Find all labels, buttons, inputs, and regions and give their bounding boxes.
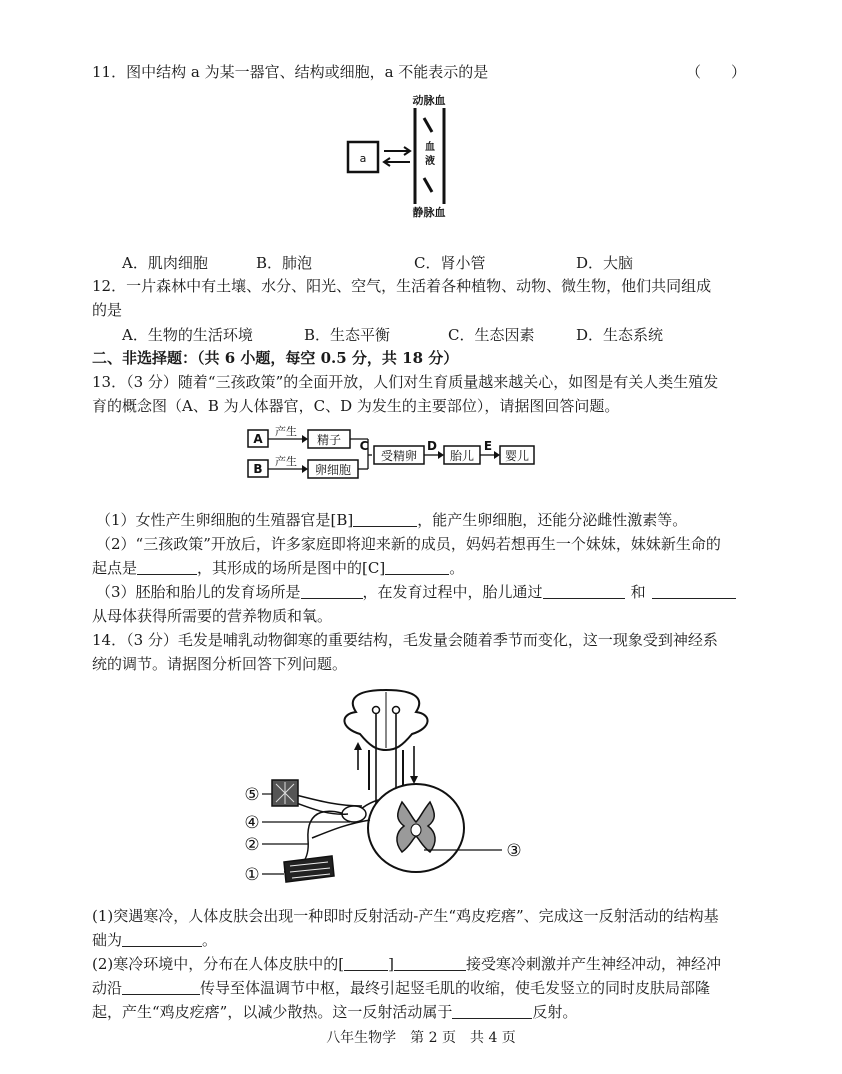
q11-option-c: C．肾小管 bbox=[414, 254, 486, 272]
q11-option-d: D．大脑 bbox=[576, 254, 634, 272]
q14-part1-line1: (1)突遇寒冷，人体皮肤会出现一种即时反射活动-产生“鸡皮疙瘩”、完成这一反射活动的结构基 bbox=[92, 907, 719, 925]
q11-box-a-label: a bbox=[359, 152, 367, 165]
q13-answer-4[interactable] bbox=[301, 583, 363, 599]
svg-text:E: E bbox=[483, 439, 493, 453]
q14-answer-1[interactable] bbox=[122, 931, 202, 947]
q12-line2: 的是 bbox=[92, 301, 123, 319]
skin-receptor bbox=[284, 856, 334, 882]
q12-option-b: B．生态平衡 bbox=[304, 326, 391, 344]
q14-part2-line2: 动沿 传导至体温调节中枢，最终引起竖毛肌的收缩，使毛发竖立的同时皮肤局部隆 bbox=[92, 979, 711, 997]
q14-part2-line1: (2)寒冷环境中，分布在人体皮肤中的[ ] 接受寒冷刺激并产生神经冲动，神经冲 bbox=[92, 955, 721, 973]
q11-option-a: A．肌肉细胞 bbox=[122, 254, 208, 272]
q12-option-c: C．生态因素 bbox=[448, 326, 535, 344]
q11-figure bbox=[340, 92, 470, 220]
svg-text:卵细胞: 卵细胞 bbox=[314, 463, 352, 477]
q11-top-label: 动脉血 bbox=[412, 94, 446, 107]
q13-answer-3[interactable] bbox=[385, 559, 449, 575]
q14-answer-4[interactable] bbox=[122, 979, 200, 995]
svg-text:D: D bbox=[427, 439, 437, 453]
svg-text:产生: 产生 bbox=[275, 425, 297, 438]
label-5: ⑤ bbox=[244, 785, 260, 805]
q14-part2-line3: 起，产生“鸡皮疙瘩”，以减少散热。这一反射活动属于 反射。 bbox=[92, 1003, 578, 1021]
q13-answer-6[interactable] bbox=[652, 583, 736, 599]
q13-answer-2[interactable] bbox=[137, 559, 197, 575]
q13-part3-line2: 从母体获得所需要的营养物质和氧。 bbox=[92, 607, 333, 625]
q14-answer-3[interactable] bbox=[394, 955, 466, 971]
svg-text:产生: 产生 bbox=[275, 455, 297, 468]
svg-text:胎儿: 胎儿 bbox=[449, 449, 475, 463]
q12-line1: 12．一片森林中有土壤、水分、阳光、空气，生活着各种植物、动物、微生物，他们共同组成 bbox=[92, 277, 712, 295]
q13-concept-map bbox=[240, 424, 540, 482]
svg-text:婴儿: 婴儿 bbox=[504, 449, 530, 463]
label-1: ① bbox=[244, 865, 260, 885]
q13-line2: 育的概念图（A、B 为人体器官，C、D 为发生的主要部位），请据图回答问题。 bbox=[92, 397, 620, 415]
q11-mid-label-1: 血 bbox=[425, 142, 435, 153]
label-3: ③ bbox=[506, 841, 522, 861]
q14-part1-line2: 础为 。 bbox=[92, 931, 218, 949]
q13-part2-line1: （2）“三孩政策”开放后，许多家庭即将迎来新的成员，妈妈若想再生一个妹妹，妹妹新生命的 bbox=[96, 535, 721, 553]
svg-text:B: B bbox=[253, 462, 263, 476]
q13-line1: 13．（3 分）随着“三孩政策”的全面开放，人们对生育质量越来越关心，如图是有关人类生殖发 bbox=[92, 373, 719, 391]
q14-answer-5[interactable] bbox=[452, 1003, 532, 1019]
q12-option-a: A．生物的生活环境 bbox=[122, 326, 253, 344]
reflex-arc-figure bbox=[236, 680, 536, 894]
q13-part1: （1）女性产生卵细胞的生殖器官是[B] ，能产生卵细胞，还能分泌雌性激素等。 bbox=[96, 511, 688, 529]
q13-answer-5[interactable] bbox=[543, 583, 625, 599]
q13-part3-line1: （3）胚胎和胎儿的发育场所是 ，在发育过程中，胎儿通过 和 bbox=[96, 582, 736, 602]
svg-text:C: C bbox=[359, 439, 369, 453]
q12-option-d: D．生态系统 bbox=[576, 326, 664, 344]
q11-mid-label-2: 液 bbox=[425, 156, 435, 167]
svg-text:A: A bbox=[253, 432, 263, 446]
q13-answer-1[interactable] bbox=[353, 511, 417, 527]
q14-line1: 14．（3 分）毛发是哺乳动物御寒的重要结构，毛发量会随着季节而变化，这一现象受到神经系 bbox=[92, 631, 718, 649]
label-2: ② bbox=[244, 835, 260, 855]
q11-bottom-label: 静脉血 bbox=[412, 206, 446, 219]
label-4: ④ bbox=[244, 813, 260, 833]
svg-text:受精卵: 受精卵 bbox=[380, 449, 418, 463]
q14-line2: 统的调节。请据图分析回答下列问题。 bbox=[92, 655, 348, 673]
svg-text:精子: 精子 bbox=[316, 433, 342, 447]
page-footer: 八年生物学 第 2 页 共 4 页 bbox=[326, 1030, 516, 1046]
section-heading: 二、非选择题：（共 6 小题，每空 0.5 分，共 18 分） bbox=[92, 349, 459, 367]
q11-stem: 11．图中结构 a 为某一器官、结构或细胞，a 不能表示的是 bbox=[92, 63, 489, 81]
q11-option-b: B．肺泡 bbox=[256, 254, 313, 272]
q14-answer-2[interactable] bbox=[344, 955, 388, 971]
q13-part2-line2: 起点是 ，其形成的场所是图中的[C] 。 bbox=[92, 559, 465, 577]
q11-answer-paren: （ ） bbox=[686, 63, 747, 81]
